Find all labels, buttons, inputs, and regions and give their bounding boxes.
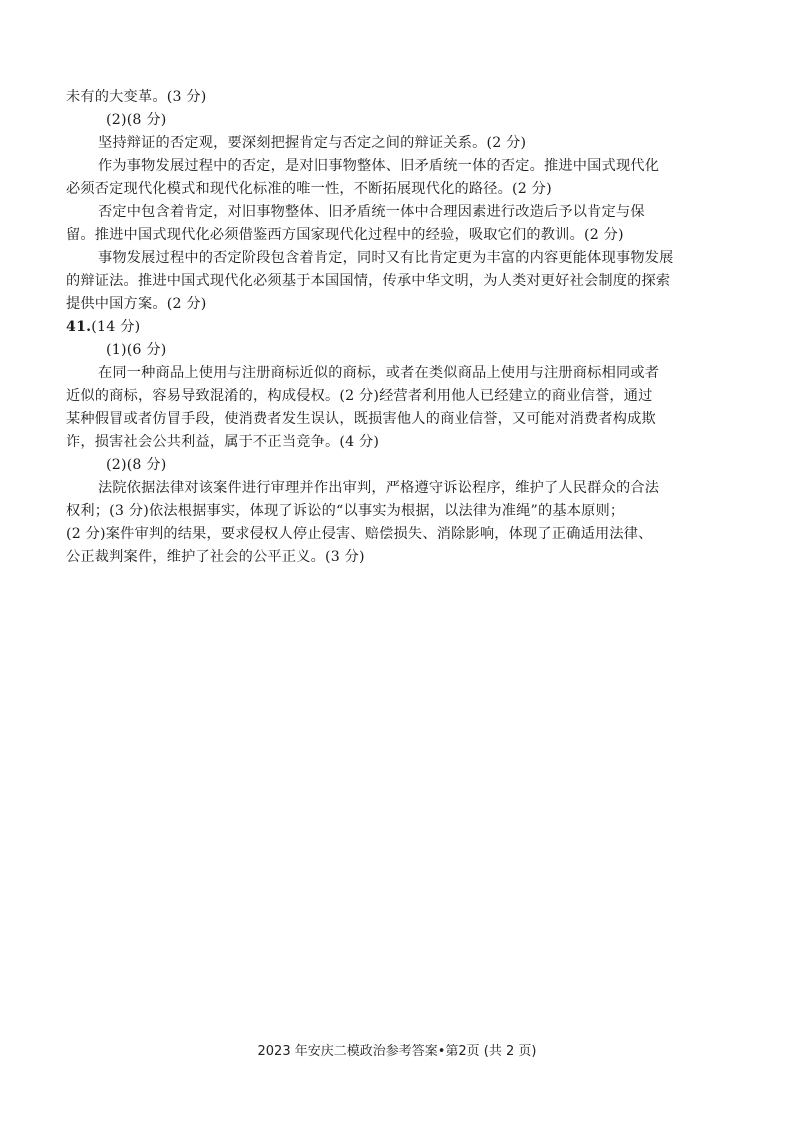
- q41-number: 41.: [66, 319, 92, 335]
- q41-part1-header: (1)(6 分): [106, 342, 167, 358]
- q41-part1-line3: 某种假冒或者仿冒手段，使消费者发生误认，既损害他人的商业信誉，又可能对消费者构成欺: [66, 411, 656, 427]
- q41-part1-line1: 在同一种商品上使用与注册商标近似的商标，或者在类似商品上使用与注册商标相同或者: [98, 365, 660, 381]
- q40-part2-point3-line1: 否定中包含着肯定，对旧事物整体、旧矛盾统一体中合理因素进行改造后予以肯定与保: [98, 204, 645, 220]
- q40-part2-point4-line1: 事物发展过程中的否定阶段包含着肯定，同时又有比肯定更为丰富的内容更能体现事物发展: [98, 250, 674, 266]
- q40-part2-point2-line2: 必须否定现代化模式和现代化标准的唯一性，不断拓展现代化的路径。(2 分): [66, 181, 552, 197]
- q41-score: (14 分): [91, 319, 141, 335]
- q41-part1-line2: 近似的商标，容易导致混淆的，构成侵权。(2 分)经营者利用他人已经建立的商业信誉，通过: [66, 388, 653, 404]
- q41-part1-line4: 诈，损害社会公共利益，属于不正当竞争。(4 分): [66, 434, 380, 450]
- page-footer: 2023 年安庆二模政治参考答案•第2页 (共 2 页): [257, 1044, 537, 1059]
- q40-part2-point4-line3: 提供中国方案。(2 分): [66, 296, 207, 312]
- q41-header: [66, 316, 726, 339]
- q40-part2-point1: 坚持辩证的否定观，要深刻把握肯定与否定之间的辩证关系。(2 分): [98, 135, 527, 151]
- q40-part2-point2-line1: 作为事物发展过程中的否定，是对旧事物整体、旧矛盾统一体的否定。推进中国式现代化: [98, 158, 660, 174]
- q40-part2-point4-line2: 的辩证法。推进中国式现代化必须基于本国国情，传承中华文明，为人类对更好社会制度的探索: [66, 273, 671, 289]
- q40-part1-tail: 未有的大变革。(3 分): [66, 89, 207, 105]
- q41-part2-line1: 法院依据法律对该案件进行审理并作出审判，严格遵守诉讼程序，维护了人民群众的合法: [98, 480, 660, 496]
- q40-part2-header: (2)(8 分): [106, 112, 167, 128]
- q41-part2-line2: 权利；(3 分)依法根据事实，体现了诉讼的“以事实为根据，以法律为准绳”的基本原则；: [66, 503, 625, 519]
- q41-part2-header: (2)(8 分): [106, 457, 167, 473]
- q41-part2-line3: (2 分)案件审判的结果，要求侵权人停止侵害、赔偿损失、消除影响，体现了正确适用法律、: [66, 526, 653, 542]
- q40-part2-point3-line2: 留。推进中国式现代化必须借鉴西方国家现代化过程中的经验，吸取它们的教训。(2 分): [66, 227, 624, 243]
- answer-content: [66, 86, 726, 569]
- q41-part2-line4: 公正裁判案件，维护了社会的公平正义。(3 分): [66, 549, 365, 565]
